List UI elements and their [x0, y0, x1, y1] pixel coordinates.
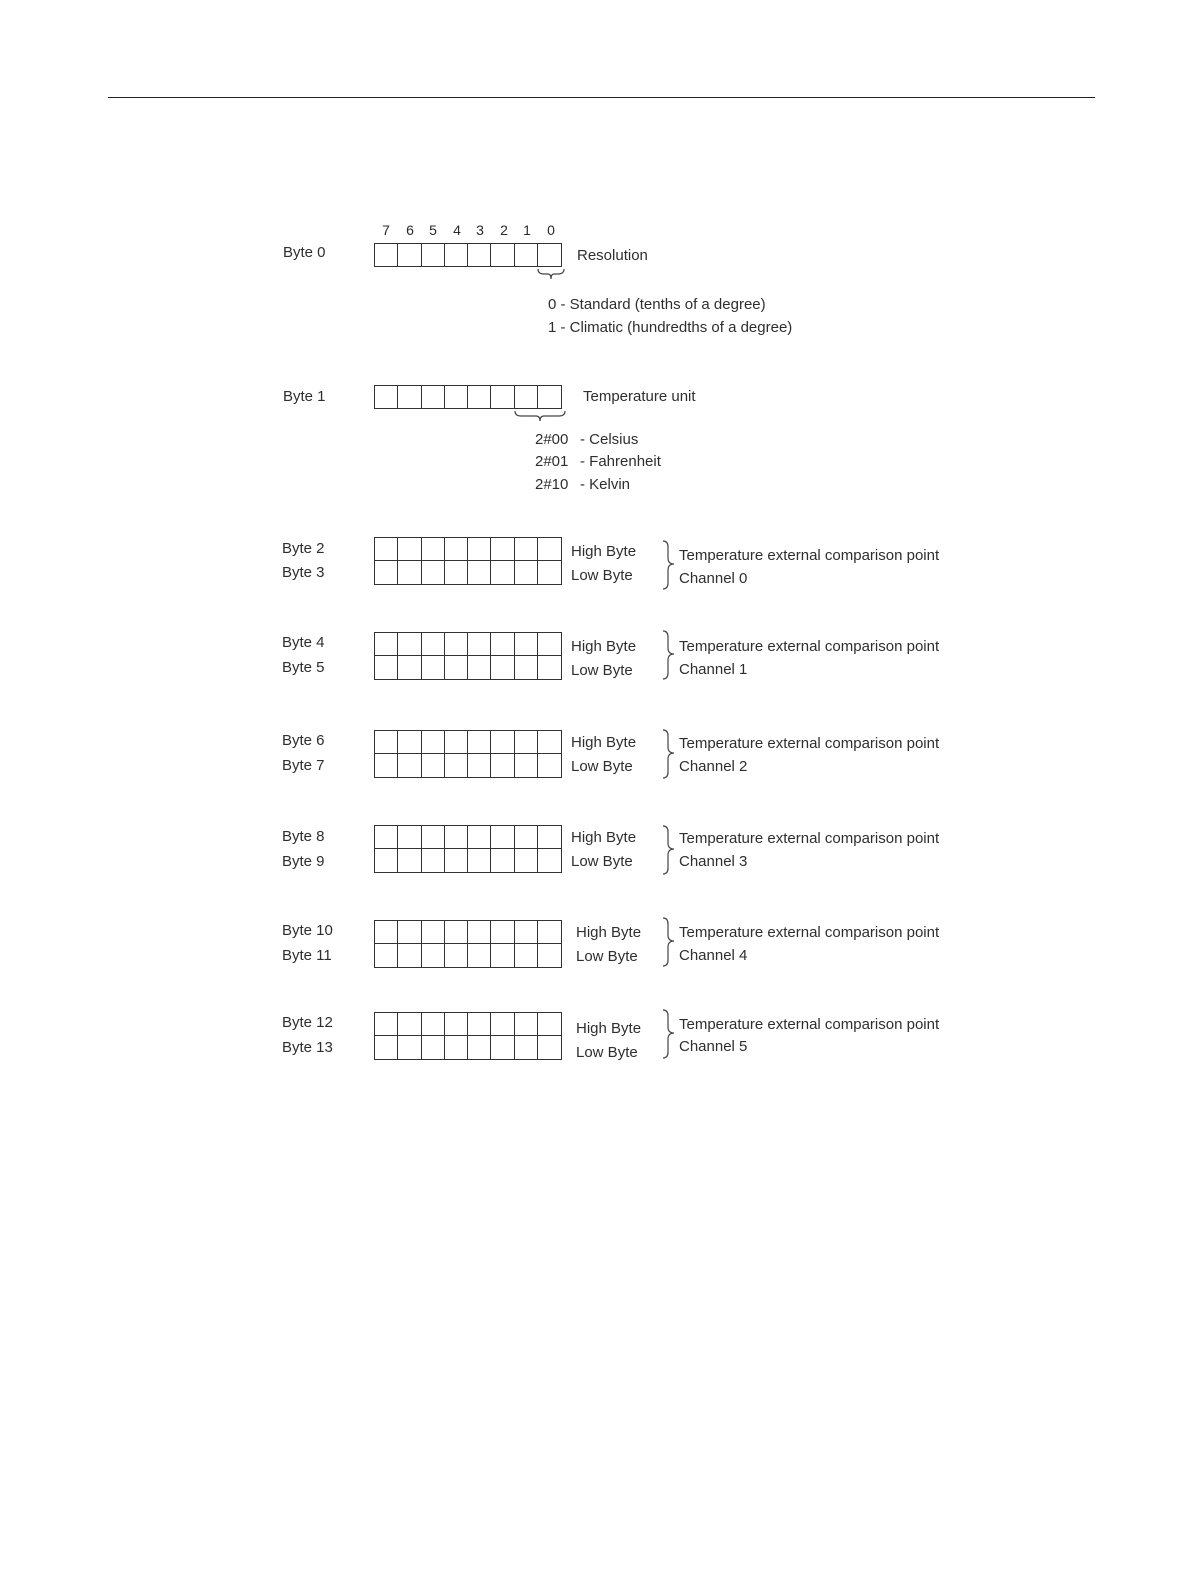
bit-cell [445, 386, 468, 408]
bit-cell [422, 538, 445, 561]
bit-cell [398, 944, 421, 967]
low-byte-text: Low Byte [571, 662, 633, 679]
low-byte-text: Low Byte [576, 948, 638, 965]
channel-description: Temperature external comparison point [679, 547, 940, 564]
word-bit-grid [374, 537, 562, 585]
bit-cell [445, 1013, 468, 1036]
bit-cell [375, 731, 398, 754]
bit-cell [538, 921, 561, 944]
unit-name: - Kelvin [580, 476, 631, 493]
bit-cell [538, 731, 561, 754]
word-bit-grid [374, 730, 562, 778]
high-byte-text: High Byte [571, 734, 637, 751]
bit-cell [445, 731, 468, 754]
bit-cell [445, 538, 468, 561]
bit-cell [422, 1013, 445, 1036]
bit-cell [398, 754, 421, 777]
bit-cell [398, 921, 421, 944]
bit-cell [422, 849, 445, 872]
channel-description: Temperature external comparison point [679, 830, 940, 847]
bit-cell [538, 538, 561, 561]
bit-cell [445, 633, 468, 656]
channel-brace [661, 1009, 677, 1061]
bit-cell [375, 656, 398, 679]
bit-cell [422, 921, 445, 944]
bit-cell [398, 633, 421, 656]
unit-code: 2#00 [535, 431, 569, 448]
high-byte-text: High Byte [571, 829, 637, 846]
byte0-field-name: Resolution [577, 247, 648, 264]
bit-cell [491, 633, 514, 656]
byte1-label: Byte 1 [283, 388, 326, 405]
bit-cell [468, 561, 491, 584]
bit-cell [538, 244, 561, 266]
byte1-brace [514, 410, 568, 424]
bit-cell [445, 754, 468, 777]
bit-cell [445, 656, 468, 679]
low-byte-text: Low Byte [576, 1044, 638, 1061]
bit-cell [398, 731, 421, 754]
bit-cell [515, 754, 538, 777]
word-bit-grid [374, 632, 562, 680]
bit-cell [398, 826, 421, 849]
bit-cell [515, 538, 538, 561]
unit-name: - Celsius [580, 431, 639, 448]
header-rule [108, 97, 1095, 98]
high-byte-label: Byte 6 [282, 732, 325, 749]
bit-cell [468, 731, 491, 754]
channel-name: Channel 1 [679, 661, 748, 678]
bit-cell [375, 921, 398, 944]
bit-cell [445, 826, 468, 849]
bit-cell [468, 633, 491, 656]
bit-cell [445, 849, 468, 872]
channel-description: Temperature external comparison point [679, 924, 940, 941]
bit-cell [422, 633, 445, 656]
bit-cell [491, 826, 514, 849]
bit-cell [491, 731, 514, 754]
bit-cell [468, 538, 491, 561]
bit-cell [515, 386, 538, 408]
bit-cell [468, 754, 491, 777]
bit-cell [422, 731, 445, 754]
high-byte-text: High Byte [576, 924, 642, 941]
bit-cell [398, 849, 421, 872]
bit-cell [468, 386, 491, 408]
bit-cell [375, 386, 398, 408]
bit-cell [375, 561, 398, 584]
bit-cell [422, 944, 445, 967]
byte0-option: 0 - Standard (tenths of a degree) [548, 296, 766, 313]
high-byte-label: Byte 10 [282, 922, 333, 939]
bit-cell [538, 849, 561, 872]
bit-cell [491, 386, 514, 408]
bit-cell [375, 944, 398, 967]
bit-number: 6 [406, 222, 414, 238]
bit-cell [422, 386, 445, 408]
bit-cell [468, 1036, 491, 1059]
bit-cell [515, 633, 538, 656]
bit-cell [515, 561, 538, 584]
bit-cell [398, 538, 421, 561]
bit-cell [375, 633, 398, 656]
bit-cell [468, 1013, 491, 1036]
channel-description: Temperature external comparison point [679, 638, 940, 655]
bit-cell [538, 754, 561, 777]
bit-cell [538, 826, 561, 849]
bit-cell [491, 561, 514, 584]
bit-cell [491, 656, 514, 679]
bit-cell [515, 731, 538, 754]
channel-brace [661, 825, 677, 877]
bit-cell [538, 633, 561, 656]
bit-cell [375, 538, 398, 561]
word-bit-grid [374, 825, 562, 873]
bit-cell [375, 1013, 398, 1036]
bit-cell [445, 1036, 468, 1059]
bit-cell [491, 849, 514, 872]
byte0-label: Byte 0 [283, 244, 326, 261]
bit-number: 4 [453, 222, 461, 238]
channel-brace [661, 540, 677, 592]
bit-cell [422, 656, 445, 679]
bit-cell [515, 1013, 538, 1036]
high-byte-label: Byte 12 [282, 1014, 333, 1031]
bit-cell [468, 944, 491, 967]
bit-cell [422, 826, 445, 849]
bit-cell [491, 1036, 514, 1059]
channel-name: Channel 3 [679, 853, 748, 870]
bit-cell [538, 1013, 561, 1036]
bit-number: 7 [382, 222, 390, 238]
bit-cell [422, 561, 445, 584]
bit-cell [398, 656, 421, 679]
bit-cell [468, 826, 491, 849]
high-byte-text: High Byte [571, 543, 637, 560]
bit-cell [538, 1036, 561, 1059]
bit-cell [515, 656, 538, 679]
byte0-bit-grid [374, 243, 562, 267]
bit-cell [468, 244, 491, 266]
byte1-bit-grid [374, 385, 562, 409]
bit-cell [491, 538, 514, 561]
channel-description: Temperature external comparison point [679, 1016, 940, 1033]
bit-cell [468, 921, 491, 944]
byte0-brace [537, 268, 567, 282]
low-byte-label: Byte 13 [282, 1039, 333, 1056]
byte0-option: 1 - Climatic (hundredths of a degree) [548, 319, 793, 336]
channel-brace [661, 729, 677, 781]
bit-cell [468, 849, 491, 872]
bit-cell [445, 561, 468, 584]
bit-cell [398, 244, 421, 266]
bit-cell [445, 244, 468, 266]
bit-number: 1 [523, 222, 531, 238]
bit-cell [538, 386, 561, 408]
channel-description: Temperature external comparison point [679, 735, 940, 752]
bit-cell [491, 244, 514, 266]
bit-cell [375, 754, 398, 777]
low-byte-label: Byte 5 [282, 659, 325, 676]
bit-cell [375, 826, 398, 849]
bit-cell [398, 386, 421, 408]
bit-number: 2 [500, 222, 508, 238]
low-byte-text: Low Byte [571, 567, 633, 584]
bit-cell [375, 1036, 398, 1059]
unit-code: 2#01 [535, 453, 569, 470]
high-byte-label: Byte 4 [282, 634, 325, 651]
low-byte-text: Low Byte [571, 853, 633, 870]
channel-brace [661, 630, 677, 682]
bit-cell [538, 944, 561, 967]
bit-cell [515, 849, 538, 872]
low-byte-label: Byte 11 [282, 947, 332, 964]
word-bit-grid [374, 920, 562, 968]
high-byte-text: High Byte [576, 1020, 642, 1037]
bit-cell [515, 244, 538, 266]
unit-name: - Fahrenheit [580, 453, 661, 470]
bit-cell [538, 561, 561, 584]
channel-name: Channel 2 [679, 758, 748, 775]
bit-number: 0 [547, 222, 555, 238]
low-byte-label: Byte 9 [282, 853, 325, 870]
bit-cell [422, 754, 445, 777]
bit-cell [422, 244, 445, 266]
channel-name: Channel 4 [679, 947, 748, 964]
high-byte-text: High Byte [571, 638, 637, 655]
channel-name: Channel 5 [679, 1038, 748, 1055]
bit-cell [398, 1013, 421, 1036]
bit-cell [515, 826, 538, 849]
high-byte-label: Byte 8 [282, 828, 325, 845]
bit-cell [491, 1013, 514, 1036]
bit-cell [398, 1036, 421, 1059]
bit-cell [445, 921, 468, 944]
channel-name: Channel 0 [679, 570, 748, 587]
bit-number: 5 [429, 222, 437, 238]
channel-brace [661, 917, 677, 969]
unit-code: 2#10 [535, 476, 569, 493]
bit-cell [491, 921, 514, 944]
low-byte-label: Byte 7 [282, 757, 325, 774]
bit-cell [491, 944, 514, 967]
bit-cell [468, 656, 491, 679]
low-byte-label: Byte 3 [282, 564, 325, 581]
byte1-field-name: Temperature unit [583, 388, 696, 405]
word-bit-grid [374, 1012, 562, 1060]
bit-cell [515, 1036, 538, 1059]
bit-number: 3 [476, 222, 484, 238]
bit-cell [538, 656, 561, 679]
bit-cell [375, 244, 398, 266]
bit-cell [398, 561, 421, 584]
bit-cell [515, 944, 538, 967]
low-byte-text: Low Byte [571, 758, 633, 775]
bit-cell [491, 754, 514, 777]
bit-cell [445, 944, 468, 967]
bit-cell [515, 921, 538, 944]
high-byte-label: Byte 2 [282, 540, 325, 557]
bit-cell [422, 1036, 445, 1059]
bit-cell [375, 849, 398, 872]
